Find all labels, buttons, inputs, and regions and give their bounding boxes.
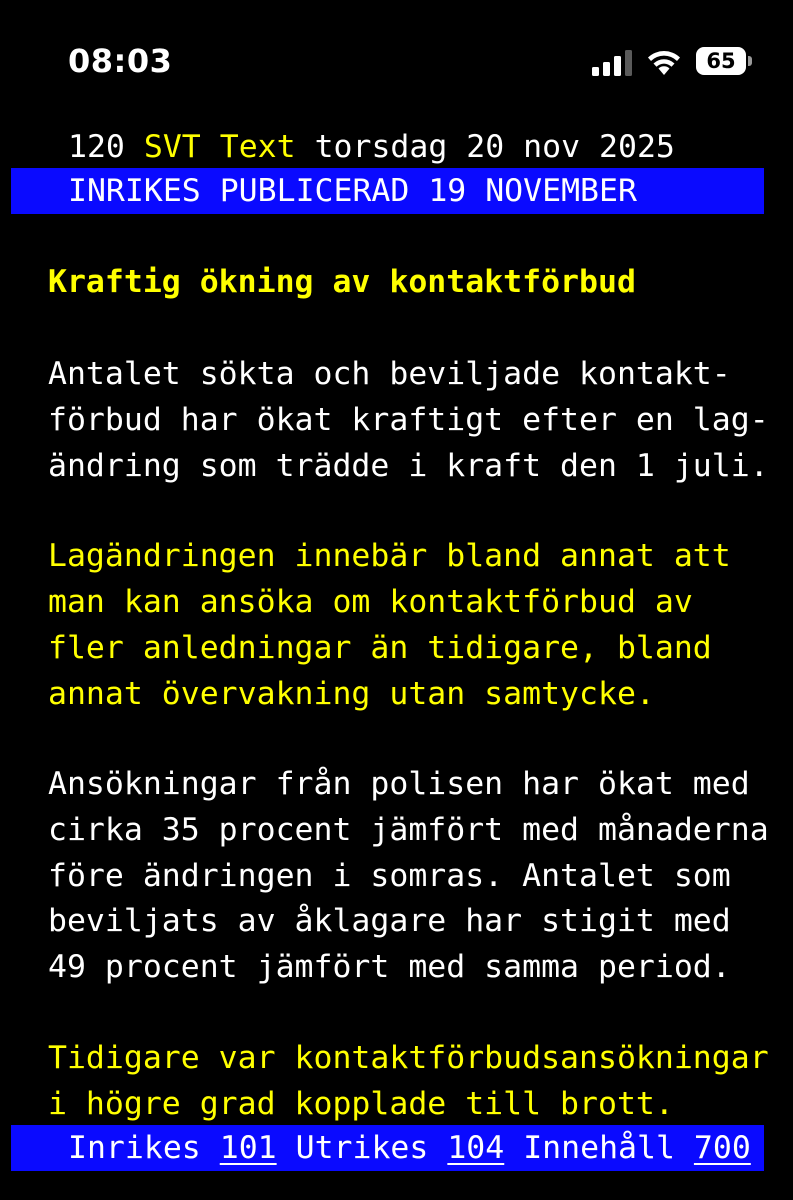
- nav-link-innehall[interactable]: 700: [693, 1130, 751, 1166]
- body-line: Lagändringen innebär bland annat att: [48, 538, 731, 574]
- body-line: man kan ansöka om kontaktförbud av: [48, 584, 693, 620]
- footer-nav-bar: [11, 1125, 764, 1171]
- nav-link-utrikes[interactable]: 104: [447, 1130, 505, 1166]
- body-line: Antalet sökta och beviljade kontakt-: [48, 356, 731, 392]
- nav-link-inrikes[interactable]: 101: [219, 1130, 277, 1166]
- body-line: beviljats av åklagare har stigit med: [48, 903, 731, 939]
- footer-nav: [68, 1125, 751, 1171]
- page-number: 120: [68, 129, 125, 165]
- service-name: SVT Text: [143, 129, 296, 165]
- header-date: torsdag 20 nov 2025: [314, 129, 675, 165]
- nav-label-inrikes: Inrikes: [68, 1130, 201, 1166]
- nav-label-utrikes: Utrikes: [295, 1130, 429, 1166]
- body-line: i högre grad kopplade till brott.: [48, 1086, 674, 1122]
- battery-level: 65: [706, 49, 736, 73]
- body-line: 49 procent jämfört med samma period.: [48, 949, 731, 985]
- body-line: annat övervakning utan samtycke.: [48, 676, 655, 712]
- body-line: ändring som trädde i kraft den 1 juli.: [48, 448, 769, 484]
- body-line: fler anledningar än tidigare, bland: [48, 630, 712, 666]
- section-bar-text: INRIKES PUBLICERAD 19 NOVEMBER: [68, 173, 637, 209]
- teletext-header: [68, 124, 675, 170]
- body-line: Ansökningar från polisen har ökat med: [48, 766, 750, 802]
- body-line: före ändringen i somras. Antalet som: [48, 858, 731, 894]
- nav-label-innehall: Innehåll: [523, 1130, 675, 1166]
- section-bar: [11, 168, 764, 214]
- body-line: cirka 35 procent jämfört med månaderna: [48, 812, 769, 848]
- status-time: 08:03: [68, 42, 173, 80]
- body-line: Tidigare var kontaktförbudsansökningar: [48, 1040, 769, 1076]
- body-line: förbud har ökat kraftigt efter en lag-: [48, 402, 769, 438]
- article-headline: Kraftig ökning av kontaktförbud: [48, 264, 636, 300]
